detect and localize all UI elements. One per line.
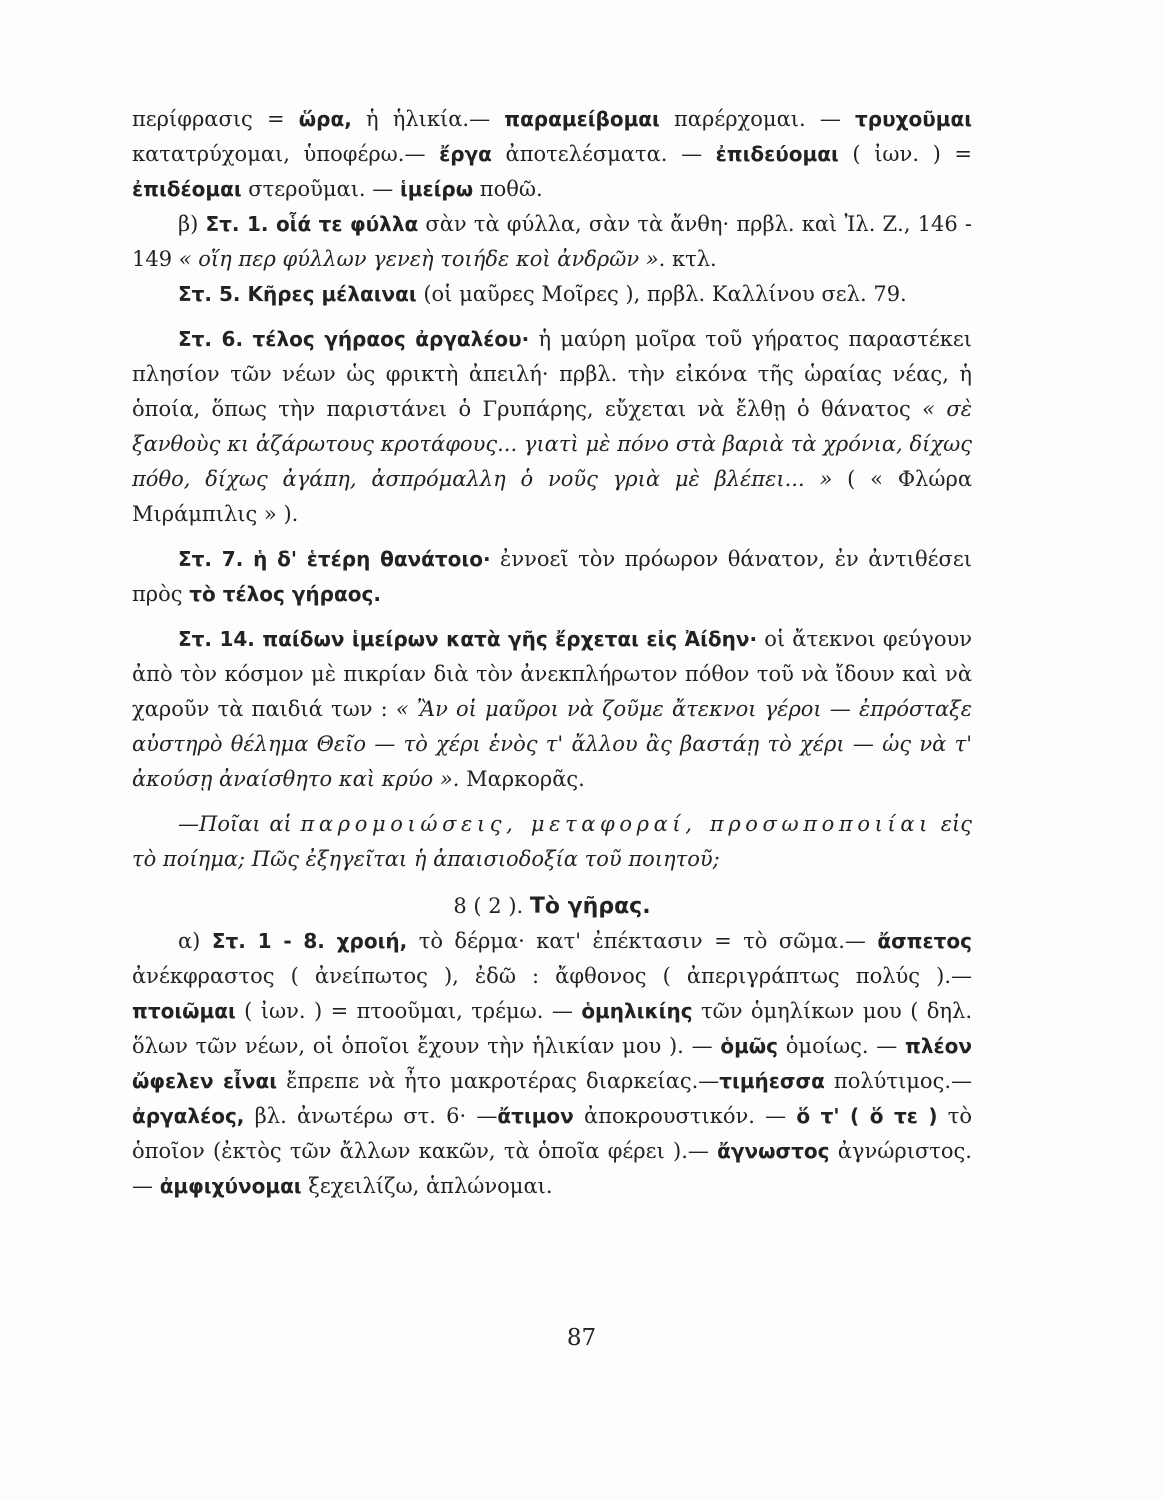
verse-reference: Στ. 7. ἡ δ' ἑτέρη θανάτοιο·: [178, 547, 491, 571]
lemma: ὁμηλικίης: [581, 999, 693, 1023]
paragraph-question: [132, 807, 972, 877]
verse-reference: Στ. 14. παίδων ἱμείρων κατὰ γῆς ἔρχεται εἰς Ἀίδην·: [178, 627, 758, 651]
section-heading: [132, 889, 972, 924]
section-number: 8 ( 2 ).: [453, 894, 524, 918]
text: ἀγνώριστος.—: [132, 1139, 972, 1198]
lemma: τρυχοῦμαι: [855, 107, 972, 131]
text: οἱ ἄτεκνοι φεύγουν ἀπὸ τὸν κόσμον μὲ πικρίαν διὰ τὸν ἀνεκπλήρωτον πόθον τοῦ νὰ ἴδουν καὶ νὰ χαροῦν τὰ παιδιά των :: [132, 627, 972, 721]
verse-reference: Στ. 6. τέλος γήραος ἀργαλέου·: [178, 327, 530, 351]
paragraph-verse-6: [132, 322, 972, 532]
text: παρέρχομαι. —: [659, 107, 856, 131]
lemma: ὅ τ' ( ὅ τε ): [796, 1104, 938, 1128]
page-number: 87: [566, 1325, 597, 1351]
text: σὰν τὰ φύλλα, σὰν τὰ ἄνθη· πρβλ. καὶ Ἰλ. Ζ., 146 - 149: [132, 212, 972, 271]
paragraph-verse-5: [132, 277, 972, 312]
lemma: τὸ τέλος γήραος.: [189, 582, 381, 606]
text: ἀποκρουστικόν. —: [573, 1104, 797, 1128]
paragraph-verse-7: [132, 542, 972, 612]
quotation: « Ἂν οἱ μαῦροι νὰ ζοῦμε ἄτεκνοι γέροι — ἐπρόσταξε αὐστηρὸ θέλημα Θεῖο — τὸ χέρι ἑνὸς τ' ἄλλου ἂς βαστάῃ τὸ χέρι — ὡς νὰ τ' ἀκούσῃ ἀναίσθητο καὶ κρύο ».: [132, 697, 972, 791]
lemma: πλέον ὤφελεν εἶναι: [132, 1034, 972, 1093]
paragraph-verse-1: [132, 207, 972, 277]
text: ἔπρεπε νὰ ἦτο μακροτέρας διαρκείας.—: [277, 1069, 720, 1093]
text: κατατρύχομαι, ὑποφέρω.—: [132, 142, 440, 166]
text: τὸ δέρμα· κατ' ἐπέκτασιν = τὸ σῶμα.—: [407, 929, 878, 953]
text: ἀνέκφραστος ( ἀνείπωτος ), ἐδῶ : ἄφθονος ( ἀπεριγράπτως πολύς ).—: [132, 964, 972, 988]
text: στεροῦμαι. —: [241, 177, 400, 201]
text: ἀποτελέσματα. —: [491, 142, 716, 166]
verse-reference: Στ. 1. οἷά τε φύλλα: [205, 212, 419, 236]
quotation: « σὲ ξανθοὺς κι ἀζάρωτους κροτάφους... γιατὶ μὲ πόνο στὰ βαριὰ τὰ χρόνια, δίχως πόθο, δίχως ἀγάπη, ἀσπρόμαλλη ὁ νοῦς γριὰ μὲ βλέπει... »: [132, 397, 972, 491]
text: βλ. ἀνωτέρω στ. 6· —: [244, 1104, 498, 1128]
text: ἐννοεῖ τὸν πρόωρον θάνατον, ἐν ἀντιθέσει πρὸς: [132, 547, 972, 606]
lemma: ὁμῶς: [720, 1034, 779, 1058]
spaced-emphasis: παρομοιώσεις, μεταφοραί, προσωποποιίαι: [300, 812, 932, 836]
text: τὸ ὁποῖον (ἐκτὸς τῶν ἄλλων κακῶν, τὰ ὁποῖα φέρει ).—: [132, 1104, 973, 1163]
lemma: πτοιῶμαι: [132, 999, 236, 1023]
paragraph-glossary-2: [132, 924, 972, 1204]
lemma: ἔργα: [439, 142, 492, 166]
lemma: ἐπιδέομαι: [132, 177, 242, 201]
text: ὁμοίως. —: [778, 1034, 906, 1058]
lemma: παραμείβομαι: [504, 107, 660, 131]
text: Μαρκορᾶς.: [459, 767, 585, 791]
text: κτλ.: [665, 247, 717, 271]
verse-reference: Στ. 5. Κῆρες μέλαιναι: [178, 282, 417, 306]
text: τῶν ὁμηλίκων μου ( δηλ. ὅλων τῶν νέων, οἱ ὁποῖοι ἔχουν τὴν ἡλικίαν μου ). —: [132, 999, 973, 1058]
question-text: —Ποῖαι αἱ: [178, 812, 301, 836]
text: (οἱ μαῦρες Μοῖρες ), πρβλ. Καλλίνου σελ. 79.: [416, 282, 907, 306]
text: β): [178, 212, 206, 236]
paragraph-verse-14: [132, 622, 972, 797]
text: ( « Φλώρα Μιράμπιλις » ).: [132, 467, 972, 526]
body-text: [132, 102, 972, 1204]
text: ἡ μαύρη μοῖρα τοῦ γήρατος παραστέκει πλησίον τῶν νέων ὡς φρικτὴ ἀπειλή· πρβλ. τὴν εἰκόνα τῆς ὡραίας νέας, ἡ ὁποία, ὅπως τὴν παριστάνει ὁ Γρυπάρης, εὔχεται νὰ ἔλθῃ ὁ θάνατος: [132, 327, 972, 421]
text: ἡ ἡλικία.—: [351, 107, 505, 131]
text: α): [178, 929, 212, 953]
section-title: Τὸ γῆρας.: [529, 894, 651, 919]
text: ξεχειλίζω, ἁπλώνομαι.: [301, 1174, 553, 1198]
text: ποθῶ.: [473, 177, 543, 201]
text: ( ἰων. ) =: [838, 142, 972, 166]
text: περίφρασις =: [132, 107, 299, 131]
verse-reference: Στ. 1 - 8. χροιή,: [211, 929, 408, 953]
question-text: εἰς τὸ ποίημα; Πῶς ἐξηγεῖται ἡ ἀπαισιοδοξία τοῦ ποιητοῦ;: [132, 812, 972, 871]
lemma: ἄτιμον: [497, 1104, 574, 1128]
text: πολύτιμος.—: [824, 1069, 973, 1093]
lemma: τιμήεσσα: [719, 1069, 825, 1093]
lemma: ἄγνωστος: [717, 1139, 830, 1163]
paragraph-glossary-1: [132, 102, 972, 207]
lemma: ἐπιδεύομαι: [715, 142, 839, 166]
lemma: ἄσπετος: [877, 929, 972, 953]
lemma: ἀμφιχύνομαι: [159, 1174, 302, 1198]
lemma: ἱμείρω: [399, 177, 474, 201]
text: ( ἰων. ) = πτοοῦμαι, τρέμω. —: [235, 999, 582, 1023]
quotation: « οἵη περ φύλλων γενεὴ τοιήδε κοὶ ἀνδρῶν ».: [178, 247, 666, 271]
lemma: ὥρα,: [298, 107, 352, 131]
lemma: ἀργαλέος,: [132, 1104, 245, 1128]
